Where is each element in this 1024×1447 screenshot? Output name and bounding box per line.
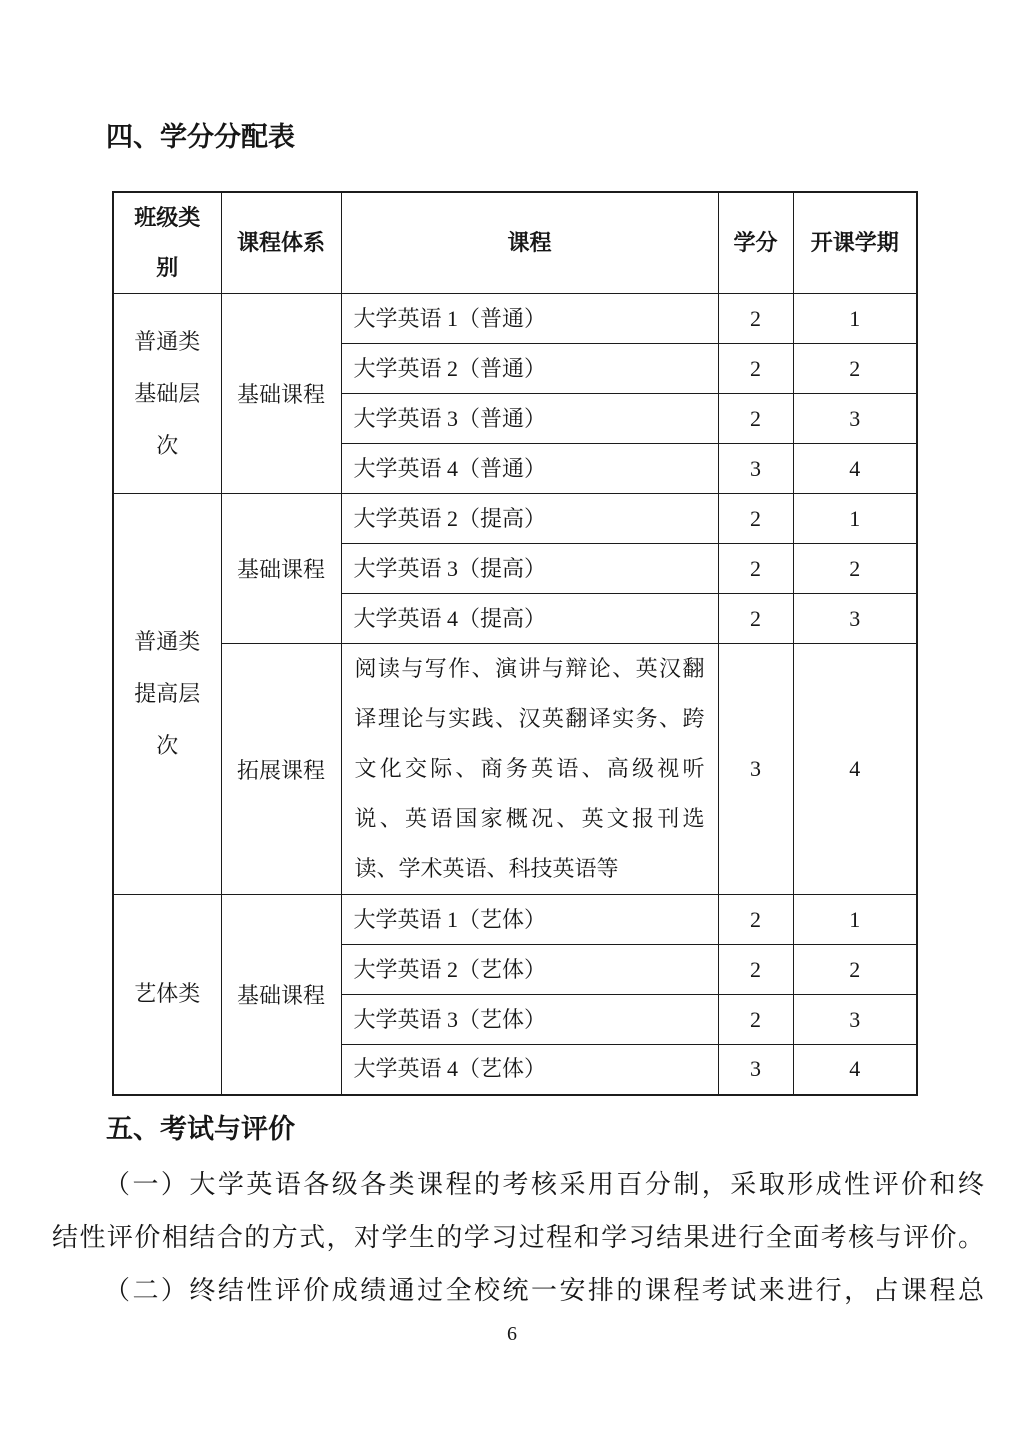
credit-allocation-table — [112, 191, 918, 1096]
table-header-row — [113, 192, 917, 294]
system-cell: 拓展课程 — [221, 644, 341, 895]
credits-cell: 2 — [718, 494, 793, 544]
system-cell: 基础课程 — [221, 494, 341, 644]
paragraph-1-line-1: （一）大学英语各级各类课程的考核采用百分制，采取形成性评价和终 — [104, 1169, 984, 1199]
credits-cell: 2 — [718, 945, 793, 995]
header-credits: 学分 — [718, 192, 793, 294]
page-number: 6 — [507, 1322, 517, 1345]
section4-heading: 四、学分分配表 — [106, 122, 295, 152]
category-cell: 艺体类 — [113, 895, 221, 1095]
table-row — [113, 644, 917, 895]
course-cell: 大学英语 4（艺体） — [341, 1045, 718, 1095]
credits-cell: 2 — [718, 294, 793, 344]
course-cell: 大学英语 4（提高） — [341, 594, 718, 644]
table-row — [113, 294, 917, 344]
course-cell: 大学英语 2（提高） — [341, 494, 718, 544]
course-cell: 大学英语 3（普通） — [341, 394, 718, 444]
credits-cell: 2 — [718, 394, 793, 444]
category-cell: 普通类基础层次 — [113, 294, 221, 494]
course-cell: 大学英语 4（普通） — [341, 444, 718, 494]
header-semester: 开课学期 — [793, 192, 917, 294]
table-row — [113, 494, 917, 544]
credits-cell: 2 — [718, 544, 793, 594]
header-course: 课程 — [341, 192, 718, 294]
course-cell: 大学英语 3（提高） — [341, 544, 718, 594]
header-system: 课程体系 — [221, 192, 341, 294]
paragraph-1-line-2: 结性评价相结合的方式，对学生的学习过程和学习结果进行全面考核与评价。 — [52, 1222, 984, 1252]
course-cell: 大学英语 1（普通） — [341, 294, 718, 344]
system-cell: 基础课程 — [221, 895, 341, 1095]
semester-cell: 2 — [793, 945, 917, 995]
semester-cell: 1 — [793, 494, 917, 544]
course-cell: 大学英语 2（普通） — [341, 344, 718, 394]
credits-cell: 2 — [718, 344, 793, 394]
paragraph-2-line-1: （二）终结性评价成绩通过全校统一安排的课程考试来进行，占课程总 — [104, 1275, 984, 1305]
semester-cell: 3 — [793, 394, 917, 444]
credits-cell: 2 — [718, 594, 793, 644]
credits-cell: 3 — [718, 444, 793, 494]
category-cell: 普通类提高层次 — [113, 494, 221, 895]
semester-cell: 4 — [793, 644, 917, 895]
credits-cell: 3 — [718, 1045, 793, 1095]
semester-cell: 4 — [793, 444, 917, 494]
section5-heading: 五、考试与评价 — [106, 1113, 295, 1144]
course-cell: 大学英语 1（艺体） — [341, 895, 718, 945]
credits-cell: 2 — [718, 895, 793, 945]
credits-cell: 2 — [718, 995, 793, 1045]
semester-cell: 3 — [793, 995, 917, 1045]
header-category: 班级类别 — [113, 192, 221, 294]
semester-cell: 4 — [793, 1045, 917, 1095]
course-cell: 阅读与写作、演讲与辩论、英汉翻译理论与实践、汉英翻译实务、跨文化交际、商务英语、高级视听说、英语国家概况、英文报刊选读、学术英语、科技英语等 — [341, 644, 718, 895]
credits-cell: 3 — [718, 644, 793, 895]
semester-cell: 2 — [793, 544, 917, 594]
course-cell: 大学英语 2（艺体） — [341, 945, 718, 995]
semester-cell: 1 — [793, 294, 917, 344]
semester-cell: 1 — [793, 895, 917, 945]
semester-cell: 2 — [793, 344, 917, 394]
table-row — [113, 895, 917, 945]
semester-cell: 3 — [793, 594, 917, 644]
course-cell: 大学英语 3（艺体） — [341, 995, 718, 1045]
system-cell: 基础课程 — [221, 294, 341, 494]
